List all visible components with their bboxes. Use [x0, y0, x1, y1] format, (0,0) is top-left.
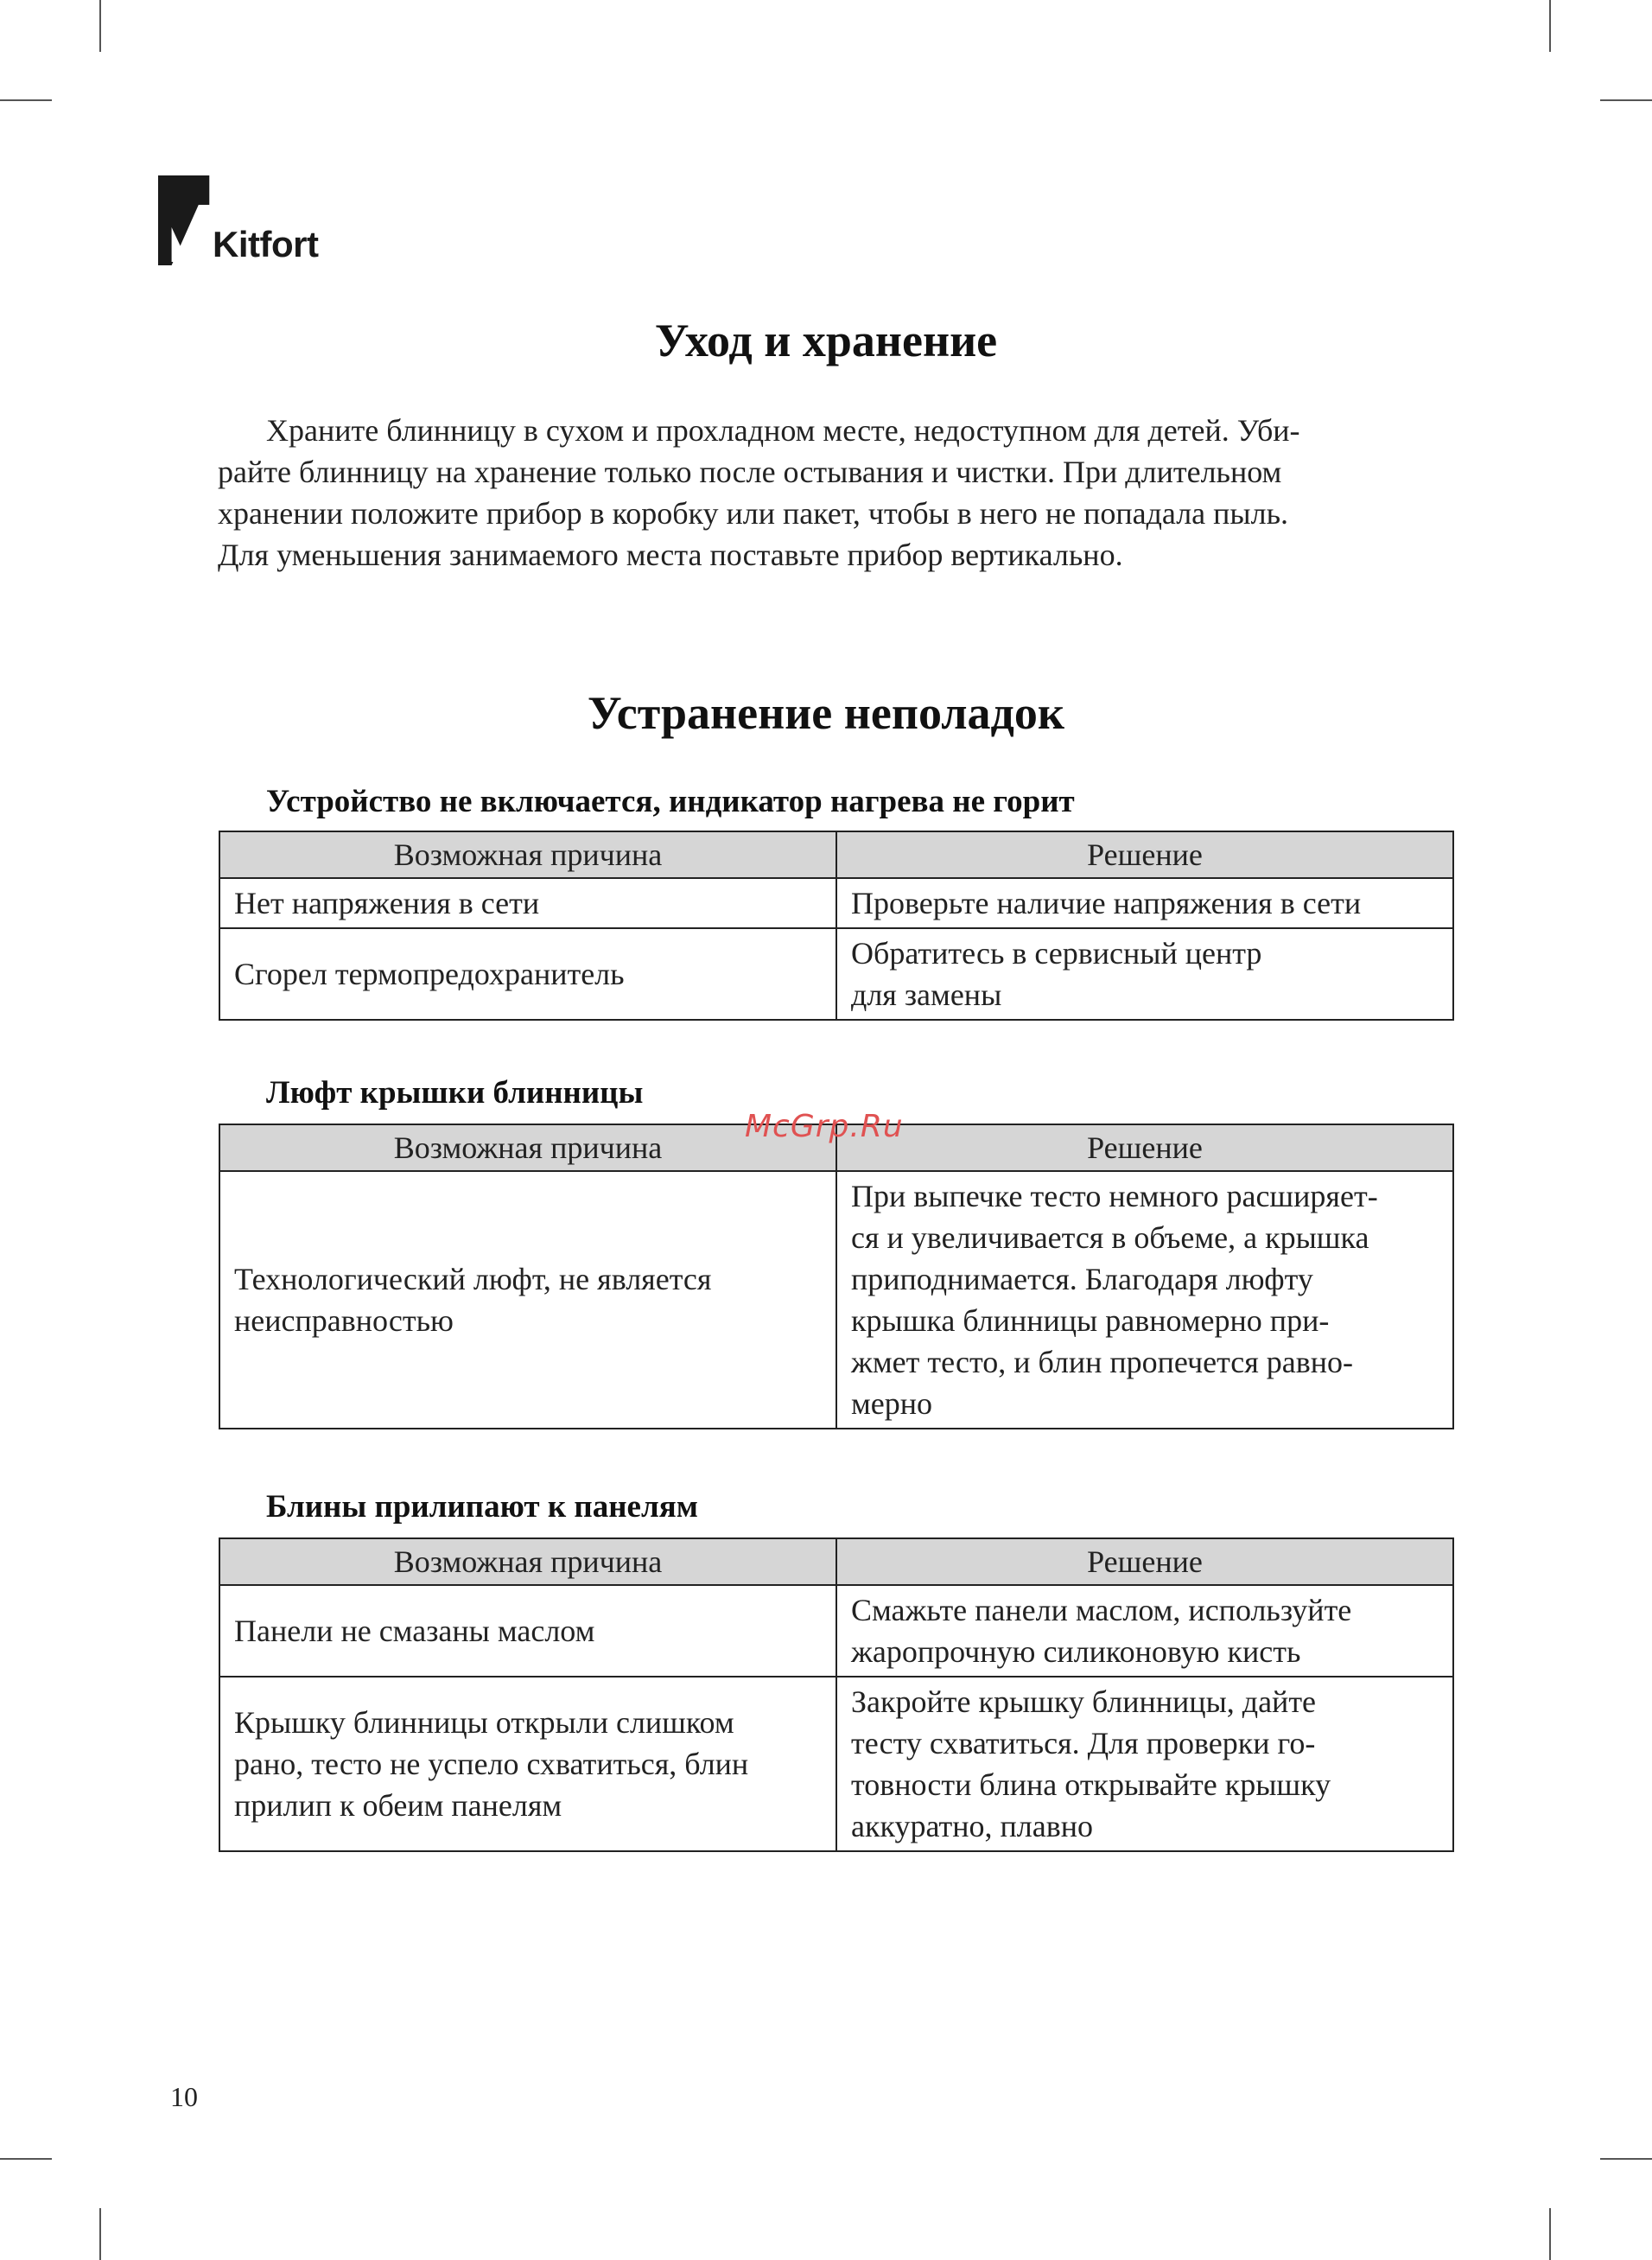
care-line: Храните блинницу в сухом и прохладном месте, недоступном для детей. Уби-	[266, 413, 1300, 448]
cell-line: ся и увеличивается в объеме, а крышка	[851, 1220, 1369, 1255]
solution-cell	[836, 878, 1453, 928]
crop-mark	[0, 99, 52, 101]
cause-cell	[219, 1171, 836, 1429]
cause-cell	[219, 878, 836, 928]
cell-line: прилип к обеим панелям	[234, 1788, 562, 1823]
header-solution: Решение	[836, 1538, 1453, 1585]
crop-mark	[99, 0, 101, 52]
crop-mark	[1600, 2158, 1652, 2160]
table-header-row	[219, 1538, 1453, 1585]
header-solution: Решение	[836, 1124, 1453, 1171]
cell-line: Обратитесь в сервисный центр	[851, 936, 1262, 971]
table-row	[219, 878, 1453, 928]
table-header-row	[219, 831, 1453, 878]
cell-line: неисправностью	[234, 1303, 454, 1338]
section-title: Блины прилипают к панелям	[266, 1489, 698, 1525]
cell-line: Крышку блинницы открыли слишком	[234, 1705, 734, 1740]
section-title: Устройство не включается, индикатор нагрева не горит	[266, 784, 1075, 819]
cell-line: Нет напряжения в сети	[234, 886, 540, 920]
solution-cell	[836, 928, 1453, 1020]
cell-line: жмет тесто, и блин пропечется равно-	[851, 1345, 1354, 1379]
header-solution: Решение	[836, 831, 1453, 878]
brand-name: Kitfort	[213, 224, 319, 264]
kitfort-logo-icon	[158, 175, 210, 271]
header-cause: Возможная причина	[219, 831, 836, 878]
cell-line: крышка блинницы равномерно при-	[851, 1303, 1330, 1338]
cell-line: Технологический люфт, не является	[234, 1262, 712, 1296]
cell-line: Смажьте панели маслом, используйте	[851, 1593, 1352, 1627]
cell-line: рано, тесто не успело схватиться, блин	[234, 1747, 749, 1781]
table-row	[219, 1585, 1453, 1677]
care-paragraph	[218, 410, 1440, 576]
section-title: Люфт крышки блинницы	[266, 1075, 644, 1111]
cell-line: Проверьте наличие напряжения в сети	[851, 886, 1362, 920]
crop-mark	[1600, 99, 1652, 101]
cell-line: Сгорел термопредохранитель	[234, 957, 625, 991]
table-row	[219, 928, 1453, 1020]
troubleshooting-title: Устранение неполадок	[588, 687, 1064, 739]
cell-line: товности блина открывайте крышку	[851, 1767, 1331, 1802]
cell-line: мерно	[851, 1386, 933, 1421]
crop-mark	[1549, 2208, 1551, 2260]
cause-cell	[219, 928, 836, 1020]
cell-line: тесту схватиться. Для проверки го-	[851, 1726, 1316, 1760]
troubleshooting-table	[219, 1537, 1454, 1852]
page-number: 10	[170, 2081, 198, 2112]
care-line: райте блинницу на хранение только после остывания и чистки. При длительном	[218, 455, 1282, 489]
table-row	[219, 1677, 1453, 1851]
crop-mark	[99, 2208, 101, 2260]
cell-line: При выпечке тесто немного расширяет-	[851, 1179, 1378, 1213]
cell-line: Закройте крышку блинницы, дайте	[851, 1684, 1317, 1719]
care-line: хранении положите прибор в коробку или пакет, чтобы в него не попадала пыль.	[218, 496, 1288, 531]
cell-line: жаропрочную силиконовую кисть	[851, 1634, 1301, 1669]
solution-cell	[836, 1171, 1453, 1429]
crop-mark	[0, 2158, 52, 2160]
table-row	[219, 1171, 1453, 1429]
crop-mark	[1549, 0, 1551, 52]
cause-cell	[219, 1677, 836, 1851]
header-cause: Возможная причина	[219, 1124, 836, 1171]
cell-line: для замены	[851, 977, 1002, 1012]
care-line: Для уменьшения занимаемого места поставьте прибор вертикально.	[218, 538, 1123, 572]
troubleshooting-table	[219, 831, 1454, 1021]
solution-cell	[836, 1585, 1453, 1677]
brand-logo	[158, 175, 348, 271]
cell-line: приподнимается. Благодаря люфту	[851, 1262, 1313, 1296]
troubleshooting-table	[219, 1124, 1454, 1429]
solution-cell	[836, 1677, 1453, 1851]
header-cause: Возможная причина	[219, 1538, 836, 1585]
care-title: Уход и хранение	[654, 315, 998, 366]
cause-cell	[219, 1585, 836, 1677]
watermark: McGrp.Ru	[745, 1109, 904, 1144]
cell-line: аккуратно, плавно	[851, 1809, 1093, 1843]
cell-line: Панели не смазаны маслом	[234, 1614, 595, 1648]
